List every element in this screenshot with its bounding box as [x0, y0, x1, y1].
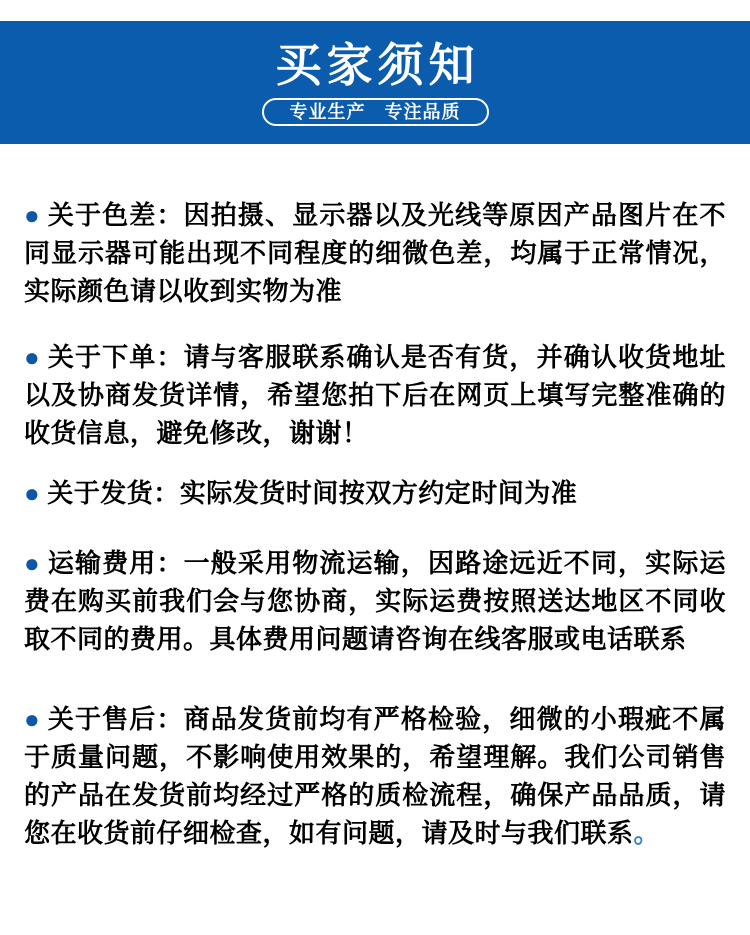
quality-badge-label: 专业生产 专注品质: [289, 102, 461, 122]
bullet-icon: ●: [24, 478, 41, 508]
notice-after-sales: [24, 700, 726, 852]
quality-badge: [262, 98, 489, 126]
bullet-icon: ●: [24, 200, 41, 230]
notice-shipping: [24, 474, 726, 512]
header-banner: [0, 21, 750, 144]
notice-color-difference: [24, 196, 726, 310]
bullet-icon: ●: [24, 704, 41, 734]
bullet-icon: ●: [24, 548, 41, 578]
notice-text: 运输费用：一般采用物流运输，因路途远近不同，实际运费在购买前我们会与您协商，实际运费按照送达地区不同收取不同的费用。具体费用问题请咨询在线客服或电话联系: [24, 548, 726, 654]
notice-text: 关于售后：商品发货前均有严格检验，细微的小瑕疵不属于质量问题，不影响使用效果的，希望理解。我们公司销售的产品在发货前均经过严格的质检流程，确保产品品质，请您在收货前仔细检查，如有问题，请及时与我们联系: [24, 704, 726, 848]
notice-list: [0, 196, 750, 852]
notice-ordering: [24, 338, 726, 452]
notice-freight-cost: [24, 544, 726, 658]
bullet-icon: ●: [24, 342, 41, 372]
page-title: 买家须知: [275, 39, 480, 91]
notice-text: 关于发货：实际发货时间按双方约定时间为准: [47, 478, 578, 508]
notice-text: 关于下单：请与客服联系确认是否有货，并确认收货地址以及协商发货详情，希望您拍下后在网页上填写完整准确的收货信息，避免修改，谢谢！: [24, 342, 726, 448]
notice-tail-period: 。: [633, 818, 661, 848]
notice-text: 关于色差：因拍摄、显示器以及光线等原因产品图片在不同显示器可能出现不同程度的细微色差，均属于正常情况，实际颜色请以收到实物为准: [24, 200, 726, 306]
